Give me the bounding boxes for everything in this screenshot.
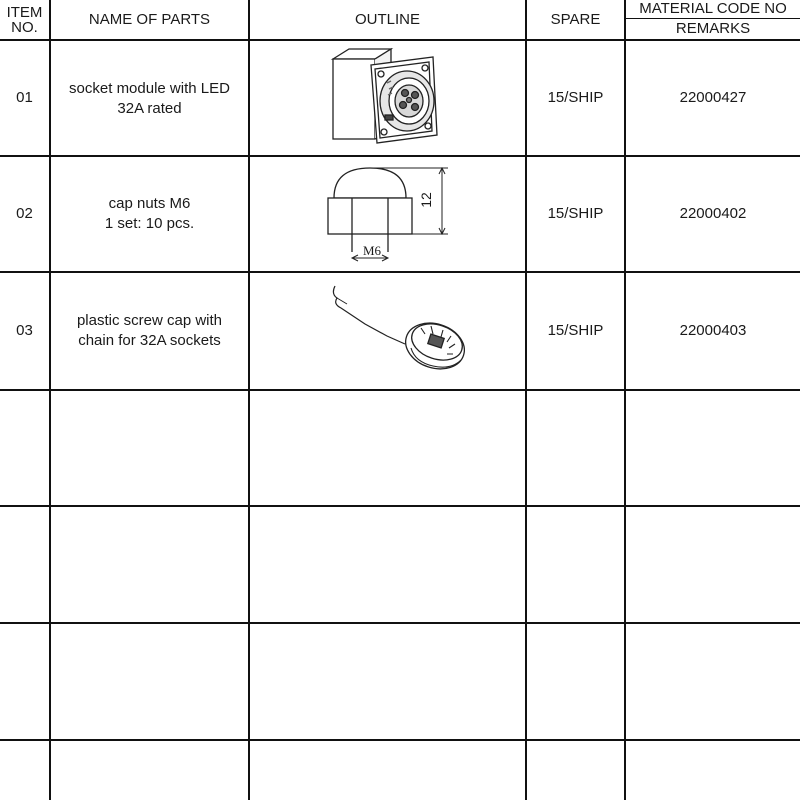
row-divider (0, 739, 800, 741)
part-name-line2: 32A rated (117, 100, 182, 117)
dimension-thread-label: M6 (362, 243, 382, 258)
header-spare-label: SPARE (550, 11, 601, 28)
row-3-code (626, 273, 800, 389)
item-number: 01 (16, 89, 33, 106)
row-3-name (51, 273, 248, 389)
header-name-of-parts (51, 0, 248, 39)
material-code: 22000427 (679, 89, 747, 106)
part-name-line1: plastic screw cap with (76, 312, 223, 329)
column-divider (248, 0, 250, 800)
row-1-spare (527, 41, 624, 155)
spare-quantity: 15/SHIP (547, 322, 604, 339)
row-2-code (626, 157, 800, 271)
part-name-line1: cap nuts M6 (108, 195, 191, 212)
cap-nut-drawing-icon (320, 160, 460, 268)
row-3-spare (527, 273, 624, 389)
row-2-spare (527, 157, 624, 271)
header-material-code (626, 0, 800, 39)
part-name-line2: 1 set: 10 pcs. (104, 215, 195, 232)
header-remarks-label: REMARKS (675, 20, 751, 37)
item-number: 02 (16, 205, 33, 222)
header-item-no-line1: ITEM (6, 3, 43, 21)
material-code: 22000403 (679, 322, 747, 339)
row-3-item (0, 273, 49, 389)
header-outline (250, 0, 525, 39)
row-1-code (626, 41, 800, 155)
row-divider (0, 622, 800, 624)
part-name-line1: socket module with LED (69, 80, 230, 97)
header-spare (527, 0, 624, 39)
row-2-item (0, 157, 49, 271)
spare-quantity: 15/SHIP (547, 89, 604, 106)
material-code: 22000402 (679, 205, 747, 222)
part-name-line2: chain for 32A sockets (78, 332, 221, 349)
header-item-no-line2: NO. (11, 18, 38, 36)
row-divider (0, 505, 800, 507)
item-number: 03 (16, 322, 33, 339)
header-item-no (0, 0, 49, 39)
row-2-name (51, 157, 248, 271)
header-material-code-line1: MATERIAL CODE NO (626, 1, 800, 19)
dimension-height-label: 12 (418, 192, 434, 208)
header-name-of-parts-label: NAME OF PARTS (88, 11, 211, 28)
row-1-name (51, 41, 248, 155)
socket-module-drawing-icon (325, 43, 455, 151)
screw-cap-chain-drawing-icon (325, 280, 475, 380)
header-outline-label: OUTLINE (354, 11, 420, 28)
row-1-item (0, 41, 49, 155)
spare-quantity: 15/SHIP (547, 205, 604, 222)
row-divider (0, 389, 800, 391)
